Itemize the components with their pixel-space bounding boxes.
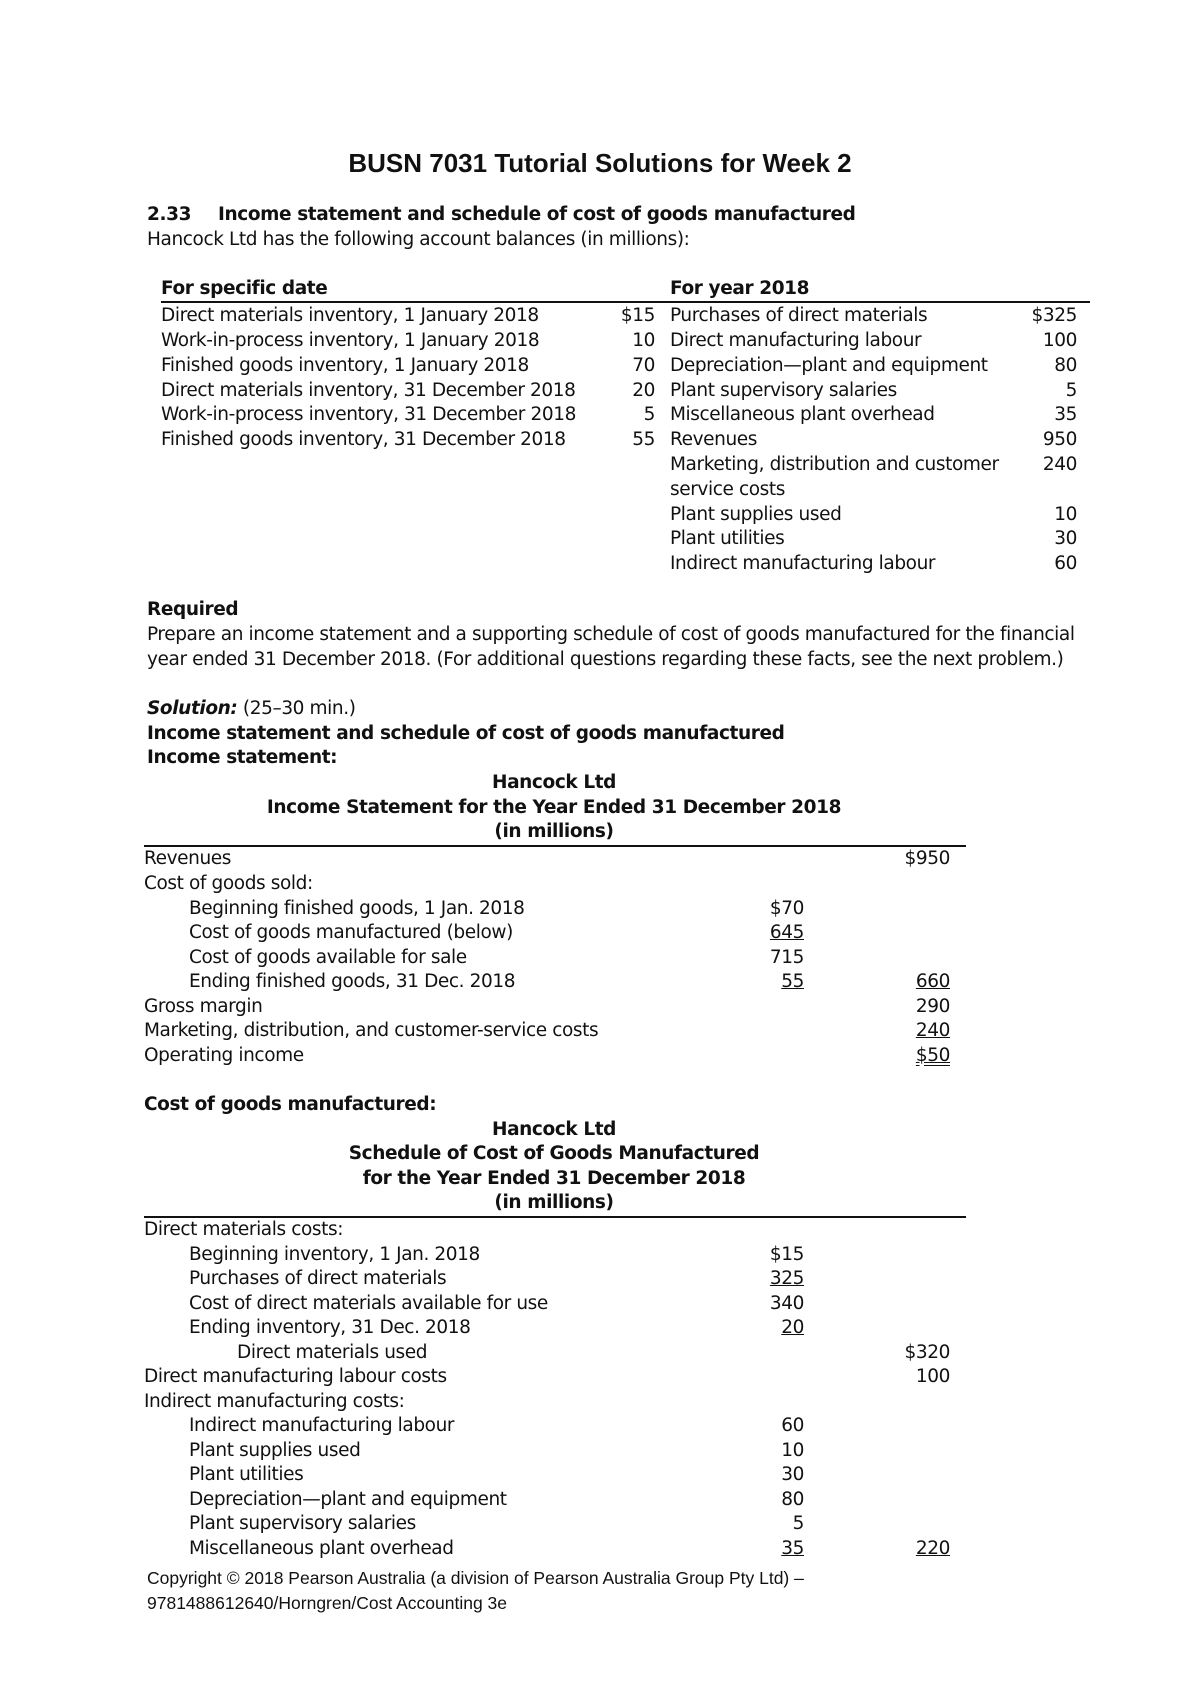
balance-left-value: 55: [632, 429, 655, 450]
table-row-amount: 340: [769, 1293, 804, 1314]
table-row-label: Indirect manufacturing labour: [189, 1415, 455, 1436]
table-row-label: Beginning inventory, 1 Jan. 2018: [189, 1244, 480, 1265]
table-row-amount: 20: [781, 1317, 804, 1338]
table-row-label: Direct manufacturing labour costs: [144, 1366, 447, 1387]
balance-right-value: 240: [1042, 454, 1077, 475]
solution-time: (25–30 min.): [242, 698, 356, 719]
table-row-label: Revenues: [144, 848, 232, 869]
balance-right-label: Plant utilities: [670, 528, 785, 549]
problem-intro: Hancock Ltd has the following account balances (in millions):: [147, 229, 690, 250]
table-row-total: 220: [915, 1538, 950, 1559]
table-row-amount: 80: [781, 1489, 804, 1510]
balance-left-label: Work-in-process inventory, 31 December 2018: [161, 404, 576, 425]
balance-left-label: Direct materials inventory, 1 January 2018: [161, 305, 539, 326]
table-row-amount: 30: [781, 1464, 804, 1485]
table-row-total: 290: [915, 996, 950, 1017]
table-row-amount: 35: [781, 1538, 804, 1559]
balance-right-value: 5: [1065, 380, 1077, 401]
cogm-heading: Cost of goods manufactured:: [144, 1094, 437, 1115]
table-row-label: Ending inventory, 31 Dec. 2018: [189, 1317, 471, 1338]
required-heading: Required: [147, 599, 239, 620]
table-row-amount: 645: [769, 922, 804, 943]
balance-left-value: 5: [643, 404, 655, 425]
table-row-label: Cost of direct materials available for use: [189, 1293, 548, 1314]
balance-left-value: $15: [620, 305, 655, 326]
table-row-label: Plant supplies used: [189, 1440, 361, 1461]
table-row-label: Direct materials used: [237, 1342, 428, 1363]
table-row-label: Gross margin: [144, 996, 263, 1017]
table-row-label: Purchases of direct materials: [189, 1268, 447, 1289]
balance-right-label: Plant supplies used: [670, 504, 842, 525]
table-row-label: Beginning finished goods, 1 Jan. 2018: [189, 898, 525, 919]
income-statement-title: Income Statement for the Year Ended 31 December 2018: [266, 797, 842, 818]
table-row-amount: 55: [781, 971, 804, 992]
balance-right-label-continued: service costs: [670, 479, 785, 500]
table-row-amount: 60: [781, 1415, 804, 1436]
balance-right-label: Revenues: [670, 429, 758, 450]
table-row-label: Operating income: [144, 1045, 304, 1066]
balance-right-label: Direct manufacturing labour: [670, 330, 922, 351]
table-row-total: 100: [915, 1366, 950, 1387]
income-statement-company: Hancock Ltd: [492, 772, 616, 793]
balances-header-rule: [161, 301, 1090, 303]
balance-right-value: 950: [1042, 429, 1077, 450]
table-row-total: $320: [904, 1342, 950, 1363]
balance-right-label: Plant supervisory salaries: [670, 380, 897, 401]
balance-right-label: Miscellaneous plant overhead: [670, 404, 935, 425]
table-row-label: Depreciation—plant and equipment: [189, 1489, 507, 1510]
table-row-amount: 325: [769, 1268, 804, 1289]
balances-left-header: For specific date: [161, 278, 328, 299]
table-row-total: $950: [904, 848, 950, 869]
solution-heading: Income statement and schedule of cost of goods manufactured: [147, 723, 785, 744]
balance-right-label: Marketing, distribution and customer: [670, 454, 999, 475]
table-row-total: 240: [915, 1020, 950, 1041]
table-row-label: Cost of goods available for sale: [189, 947, 467, 968]
income-statement-units: (in millions): [494, 821, 614, 842]
cogm-subtitle: for the Year Ended 31 December 2018: [362, 1168, 746, 1189]
balance-left-value: 70: [632, 355, 655, 376]
table-row-amount: $15: [769, 1244, 804, 1265]
balance-left-label: Finished goods inventory, 1 January 2018: [161, 355, 529, 376]
balance-right-label: Depreciation—plant and equipment: [670, 355, 988, 376]
income-statement-heading: Income statement:: [147, 747, 338, 768]
table-row-total: $50: [915, 1045, 950, 1066]
required-text-line2: year ended 31 December 2018. (For additional questions regarding these facts, see the next problem.): [147, 649, 1064, 670]
balances-right-header: For year 2018: [670, 278, 810, 299]
balance-right-value: 80: [1054, 355, 1077, 376]
table-row-label: Indirect manufacturing costs:: [144, 1391, 405, 1412]
table-row-label: Plant utilities: [189, 1464, 304, 1485]
balance-right-value: 60: [1054, 553, 1077, 574]
balance-left-label: Direct materials inventory, 31 December 2018: [161, 380, 576, 401]
cogm-company: Hancock Ltd: [492, 1119, 616, 1140]
solution-line: [147, 697, 356, 721]
table-row-amount: $70: [769, 898, 804, 919]
table-row-label: Plant supervisory salaries: [189, 1513, 416, 1534]
cogm-units: (in millions): [494, 1192, 614, 1213]
table-row-amount: 715: [769, 947, 804, 968]
required-text-line1: Prepare an income statement and a supporting schedule of cost of goods manufactured for the financial: [147, 624, 1075, 645]
balance-left-value: 10: [632, 330, 655, 351]
balance-right-value: 35: [1054, 404, 1077, 425]
problem-heading: Income statement and schedule of cost of goods manufactured: [218, 204, 856, 225]
balance-left-label: Finished goods inventory, 31 December 2018: [161, 429, 566, 450]
copyright-line1: Copyright © 2018 Pearson Australia (a division of Pearson Australia Group Pty Ltd) –: [147, 1568, 804, 1588]
balance-right-value: $325: [1031, 305, 1077, 326]
balance-right-value: 10: [1054, 504, 1077, 525]
table-row-label: Cost of goods sold:: [144, 873, 313, 894]
table-row-label: Direct materials costs:: [144, 1219, 344, 1240]
balance-right-value: 30: [1054, 528, 1077, 549]
table-row-total: 660: [915, 971, 950, 992]
table-row-label: Cost of goods manufactured (below): [189, 922, 513, 943]
balance-right-label: Indirect manufacturing labour: [670, 553, 936, 574]
balance-left-value: 20: [632, 380, 655, 401]
cogm-title: Schedule of Cost of Goods Manufactured: [348, 1143, 760, 1164]
table-row-amount: 5: [792, 1513, 804, 1534]
balance-right-label: Purchases of direct materials: [670, 305, 928, 326]
problem-number: 2.33: [147, 204, 192, 225]
table-row-label: Miscellaneous plant overhead: [189, 1538, 454, 1559]
balance-right-value: 100: [1042, 330, 1077, 351]
income-statement-rule: [144, 845, 966, 847]
solution-label: Solution:: [147, 698, 238, 719]
table-row-amount: 10: [781, 1440, 804, 1461]
table-row-label: Marketing, distribution, and customer-service costs: [144, 1020, 599, 1041]
balance-left-label: Work-in-process inventory, 1 January 2018: [161, 330, 540, 351]
page-title: BUSN 7031 Tutorial Solutions for Week 2: [348, 148, 852, 178]
table-row-label: Ending finished goods, 31 Dec. 2018: [189, 971, 516, 992]
copyright-line2: 9781488612640/Horngren/Cost Accounting 3e: [147, 1593, 507, 1613]
